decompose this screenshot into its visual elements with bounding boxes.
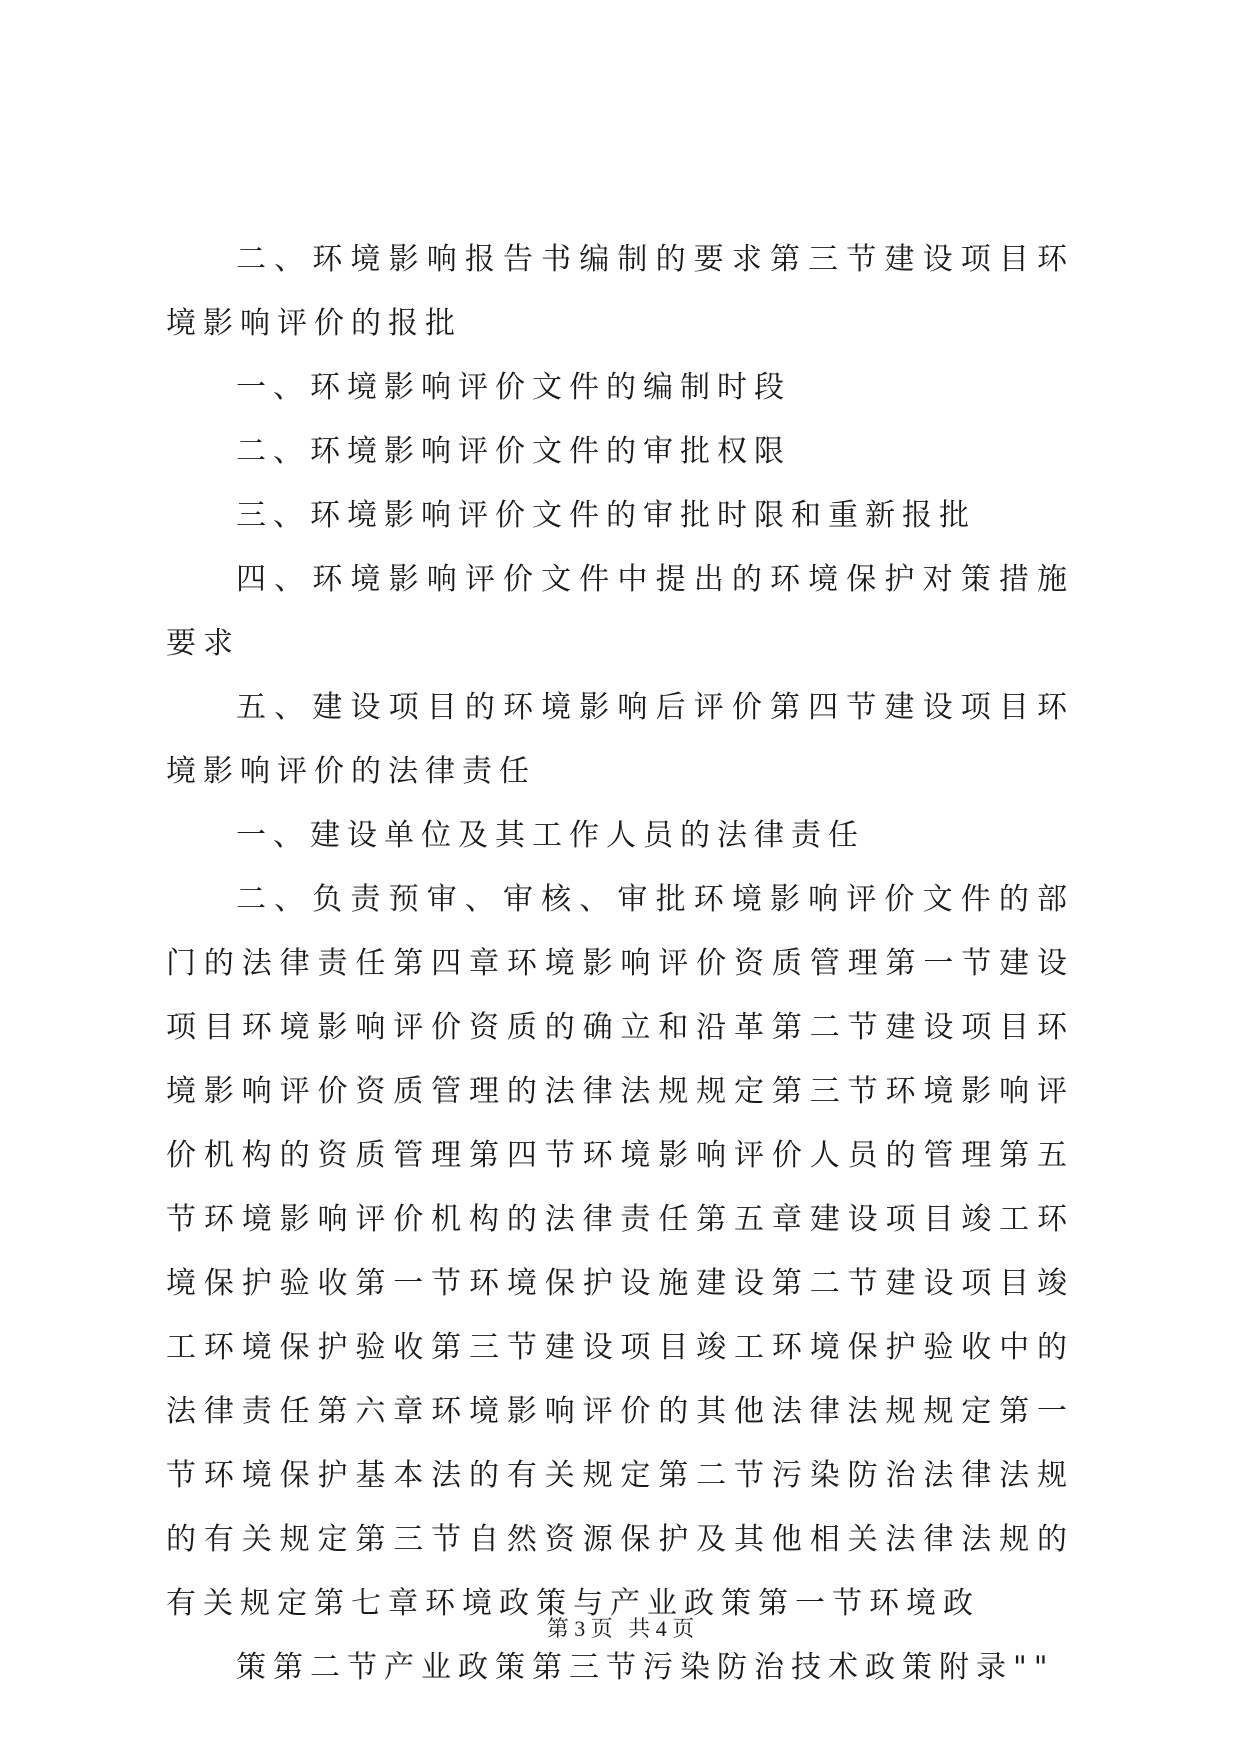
paragraph: 二、环境影响报告书编制的要求第三节建设项目环境影响评价的报批 (166, 242, 1074, 341)
paragraph: 策第二节产业政策第三节污染防治技术政策附录"" (236, 1650, 1055, 1685)
paragraph: 二、负责预审、审核、审批环境影响评价文件的部门的法律责任第四章环境影响评价资质管理第一节建设项目环境影响评价资质的确立和沿革第二节建设项目环境影响评价资质管理的法律法规规定第三节环境影响评价机构的资质管理第四节环境影响评价人员的管理第五节环境影响评价机构的法律责任第五章建设项目竣工环境保护验收第一节环境保护设施建设第二节建设项目竣工环境保护验收第三节建设项目竣工环境保护验收中的法律责任第六章环境影响评价的其他法律法规规定第一节环境保护基本法的有关规定第二节污染防治法律法规的有关规定第三节自然资源保护及其他相关法律法规的有关规定第七章环境政策与产业政策第一节环境政 (166, 882, 1074, 1621)
paragraph: 一、环境影响评价文件的编制时段 (236, 370, 791, 405)
page-total: 共 4 页 (628, 1616, 695, 1641)
paragraph: 三、环境影响评价文件的审批时限和重新报批 (236, 498, 976, 533)
paragraph: 二、环境影响评价文件的审批权限 (236, 434, 791, 469)
page-footer (0, 1614, 1241, 1644)
paragraph: 四、环境影响评价文件中提出的环境保护对策措施要求 (166, 562, 1074, 661)
paragraph: 五、建设项目的环境影响后评价第四节建设项目环境影响评价的法律责任 (166, 690, 1074, 789)
paragraph: 一、建设单位及其工作人员的法律责任 (236, 818, 865, 853)
page-number: 第 3 页 (546, 1616, 613, 1641)
body-text (166, 228, 1074, 1700)
